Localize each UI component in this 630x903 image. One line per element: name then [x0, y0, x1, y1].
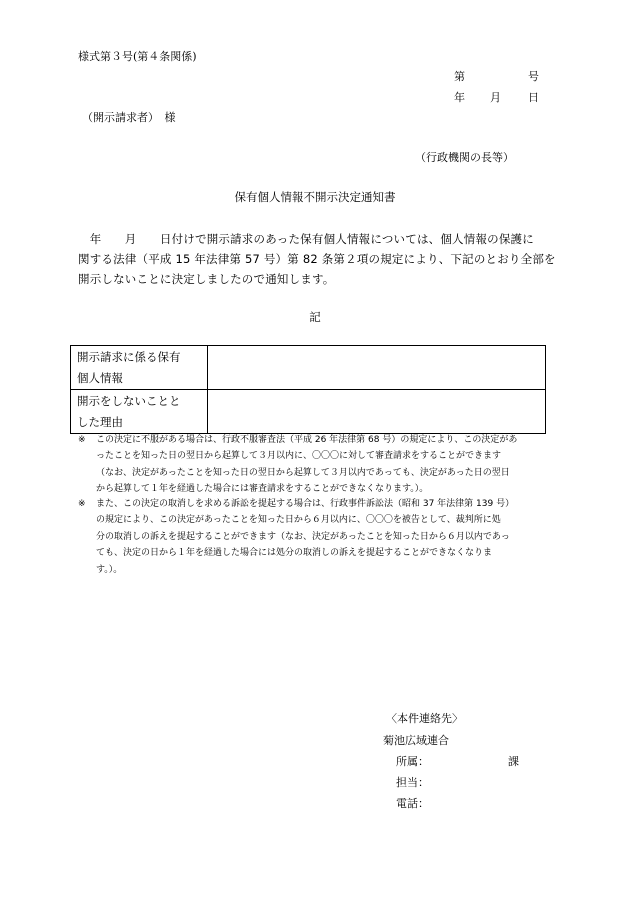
note-lawsuit: [78, 496, 556, 578]
table-label-line: 開示をしないことと: [77, 394, 181, 408]
note-line: す。）。: [96, 564, 123, 575]
document-number-dai: 第: [454, 70, 465, 83]
note-line: の規定により、この決定があったことを知った日から６月以内に、〇〇〇を被告として、裁判所に処: [96, 515, 501, 526]
note-line: また、この決定の取消しを求める訴訟を提起する場合は、行政事件訴訟法（昭和 37 年法律第 139 号）: [96, 499, 515, 509]
note-line: この決定に不服がある場合は、行政不服審査法（平成 26 年法律第 68 号）の規定により、この決定があ: [96, 435, 518, 445]
date-month: 月: [490, 91, 501, 104]
table-value-cell: [208, 346, 546, 390]
decision-table: [70, 345, 546, 434]
contact-department-label: 所属：: [396, 755, 429, 768]
note-line: から起算して１年を経過した場合には審査請求をすることができなくなります。）。: [96, 484, 429, 495]
table-row: [71, 346, 546, 390]
document-number-go: 号: [528, 70, 539, 83]
table-label-line: 開示請求に係る保有: [77, 350, 181, 364]
body-text-line: 年 月 日付けで開示請求のあった保有個人情報については、個人情報の保護に: [78, 232, 534, 246]
sender: （行政機関の長等）: [415, 151, 514, 164]
contact-organization: 菊池広域連合: [383, 734, 449, 747]
table-label-cell: [71, 346, 208, 390]
form-number: 様式第３号(第４条関係): [78, 50, 197, 63]
note-mark: ※: [78, 499, 86, 509]
note-line: ったことを知った日の翌日から起算して３月以内に、〇〇〇に対して審査請求をすることができます: [96, 451, 502, 462]
note-appeal: [78, 432, 556, 498]
contact-title: 〈本件連絡先〉: [386, 712, 463, 725]
note-line: ても、決定の日から１年を経過した場合には処分の取消しの訴えを提起することができなくなりま: [96, 548, 493, 559]
contact-person-label: 担当：: [396, 776, 429, 789]
table-label-cell: [71, 390, 208, 434]
body-text-line: 関する法律（平成 15 年法律第 57 号）第 82 条第２項の規定により、下記のとおり全部を: [78, 252, 556, 266]
note-mark: ※: [78, 435, 86, 445]
note-line: 分の取消しの訴えを提起することができます（なお、決定があったことを知った日から６月以内であっ: [96, 531, 510, 542]
table-label-line: 個人情報: [77, 371, 123, 385]
document-title: 保有個人情報不開示決定通知書: [234, 190, 396, 204]
ki-heading: 記: [309, 310, 321, 324]
table-label-line: した理由: [77, 415, 123, 429]
date-day: 日: [528, 91, 539, 104]
date-year: 年: [454, 91, 465, 104]
addressee: （開示請求者） 様: [82, 111, 176, 124]
note-line: （なお、決定があったことを知った日の翌日から起算して３月以内であっても、決定があった日の翌日: [96, 467, 510, 478]
table-row: [71, 390, 546, 434]
table-value-cell: [208, 390, 546, 434]
body-text-line: 開示しないことに決定しましたので通知します。: [78, 272, 335, 286]
contact-phone-label: 電話：: [396, 797, 429, 810]
contact-section-suffix: 課: [508, 755, 519, 768]
